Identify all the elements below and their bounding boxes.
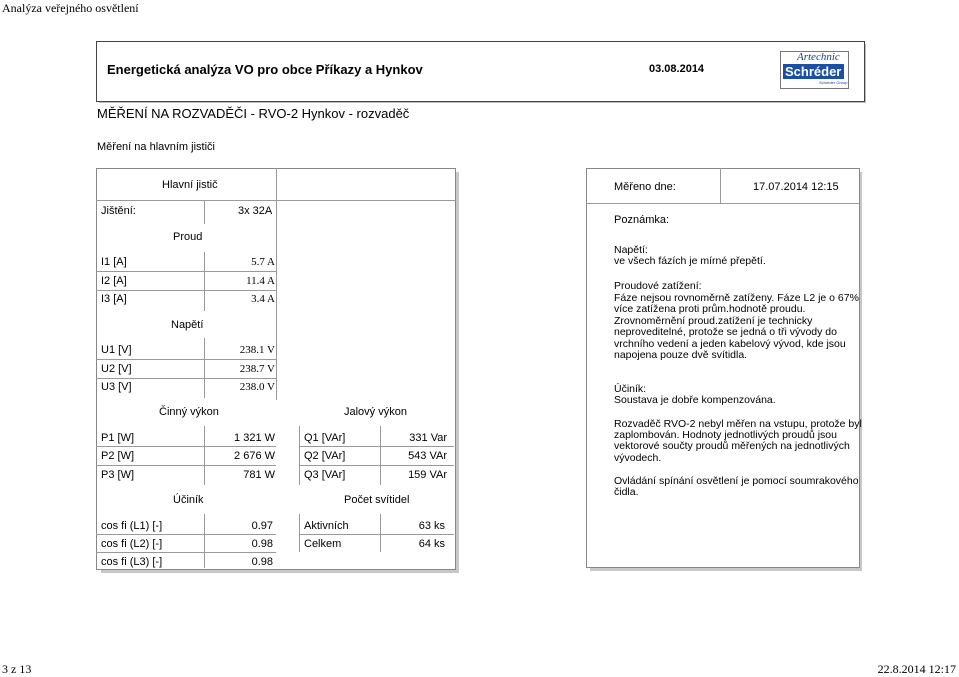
reactive-power-value: 331 Var <box>409 432 447 444</box>
current-heading: Proud <box>173 231 203 243</box>
report-header <box>96 41 865 102</box>
lamp-count-label: Celkem <box>304 538 342 550</box>
current-label: I1 [A] <box>101 256 127 268</box>
note-line: Napětí: <box>614 244 648 256</box>
note-line: Účiník: <box>614 383 647 395</box>
lamp-count-value: 64 ks <box>418 538 445 550</box>
reactive-power-label: Q1 [VAr] <box>304 432 346 444</box>
lamp-count-heading: Počet svítidel <box>344 494 410 506</box>
note-line: zaplombován. Hodnoty jednotlivých proudů jsou <box>614 429 837 441</box>
voltage-value: 238.1 V <box>239 344 275 356</box>
main-breaker-heading: Hlavní jistič <box>162 179 218 191</box>
notes-box <box>586 168 860 568</box>
note-line: neproveditelné, protože se jedná o tři vývody do <box>614 326 837 338</box>
power-factor-value: 0.98 <box>251 556 273 568</box>
section-title: MĚŘENÍ NA ROZVADĚČI - RVO-2 Hynkov - rozvaděč <box>97 106 410 121</box>
current-value: 5.7 A <box>251 256 275 268</box>
voltage-label: U2 [V] <box>101 363 132 375</box>
measured-date-value: 17.07.2014 12:15 <box>753 181 839 193</box>
current-value: 11.4 A <box>246 275 275 287</box>
power-factor-label: cos fi (L2) [-] <box>101 538 163 550</box>
active-power-value: 2 676 W <box>234 450 275 462</box>
current-value: 3.4 A <box>251 293 275 305</box>
reactive-power-heading: Jalový výkon <box>344 406 407 418</box>
active-power-value: 781 W <box>243 469 275 481</box>
note-line: více zatížena proti prům.hodnotě proudu. <box>614 303 806 315</box>
voltage-heading: Napětí <box>171 319 204 331</box>
power-factor-label: cos fi (L1) [-] <box>101 520 163 532</box>
note-line: Fáze nejsou rovnoměrně zatíženy. Fáze L2 je o 67% <box>614 292 859 304</box>
power-factor-label: cos fi (L3) [-] <box>101 556 163 568</box>
measured-date-label: Měřeno dne: <box>614 181 676 193</box>
power-factor-value: 0.97 <box>251 520 273 532</box>
active-power-label: P3 [W] <box>101 469 135 481</box>
logo-script-text: Artechnic <box>797 51 840 63</box>
protection-value: 3x 32A <box>238 205 273 217</box>
print-page-indicator: 3 z 13 <box>2 662 32 676</box>
reactive-power-value: 543 VAr <box>408 450 447 462</box>
lamp-count-value: 63 ks <box>418 520 445 532</box>
note-line: vrchního vedení a jeden kabelový vývod, kde jsou <box>614 338 846 350</box>
print-page-title: Analýza veřejného osvětlení <box>2 1 139 15</box>
note-label: Poznámka: <box>614 214 670 226</box>
note-line: Rozvaděč RVO-2 nebyl měřen na vstupu, protože byl <box>614 418 862 430</box>
note-line: čidla. <box>614 486 639 498</box>
note-line: Zrovnoměrnění proud.zatížení je technicky <box>614 315 813 327</box>
section-subtitle: Měření na hlavním jističi <box>97 141 215 153</box>
active-power-value: 1 321 W <box>234 432 275 444</box>
logo-sub-text: Schréder Group <box>819 80 848 85</box>
lamp-count-label: Aktivních <box>304 520 349 532</box>
note-line: vývodech. <box>614 452 662 464</box>
reactive-power-label: Q2 [VAr] <box>304 450 346 462</box>
voltage-label: U1 [V] <box>101 344 132 356</box>
logo-main-text: Schréder <box>785 64 842 79</box>
note-line: Ovládání spínání osvětlení je pomocí soumrakového <box>614 475 859 487</box>
protection-label: Jištění: <box>101 205 136 217</box>
active-power-label: P1 [W] <box>101 432 135 444</box>
reactive-power-value: 159 VAr <box>408 469 447 481</box>
reactive-power-label: Q3 [VAr] <box>304 469 346 481</box>
print-date: 22.8.2014 12:17 <box>877 662 956 676</box>
note-line: ve všech fázích je mírné přepětí. <box>614 255 766 267</box>
current-label: I2 [A] <box>101 275 127 287</box>
note-line: napojena pouze dvě svítidla. <box>614 349 748 361</box>
note-line: Proudové zatížení: <box>614 280 702 292</box>
voltage-label: U3 [V] <box>101 381 132 393</box>
current-label: I3 [A] <box>101 293 127 305</box>
voltage-value: 238.0 V <box>239 381 275 393</box>
active-power-heading: Činný výkon <box>159 406 219 418</box>
voltage-value: 238.7 V <box>239 363 275 375</box>
power-factor-heading: Účiník <box>173 494 204 506</box>
schreder-logo <box>780 51 849 89</box>
note-line: Soustava je dobře kompenzována. <box>614 394 776 406</box>
report-date: 03.08.2014 <box>649 63 705 75</box>
note-line: vektorové součty proudů měřených na jednotlivých <box>614 440 850 452</box>
power-factor-value: 0.98 <box>251 538 273 550</box>
report-title: Energetická analýza VO pro obce Příkazy a Hynkov <box>107 62 423 77</box>
active-power-label: P2 [W] <box>101 450 135 462</box>
